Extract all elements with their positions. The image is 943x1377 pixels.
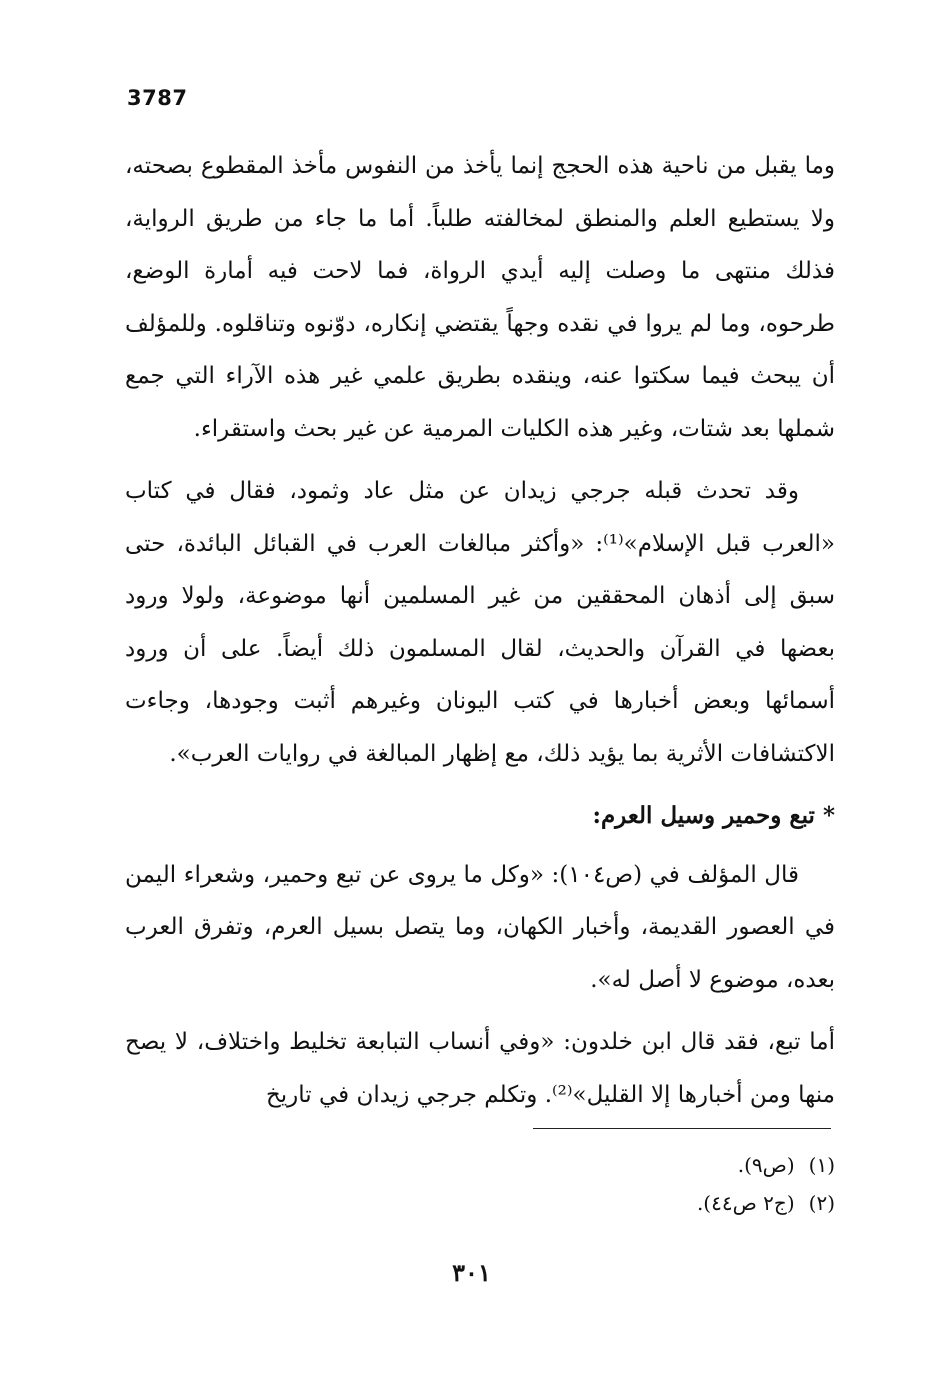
footnote-2 (125, 1184, 835, 1222)
page-number: ٣٠١ (452, 1258, 491, 1287)
main-text (125, 140, 835, 1131)
footnote-1-mark: (١) (808, 1153, 835, 1177)
paragraph-1: وما يقبل من ناحية هذه الحجج إنما يأخذ من النفوس مأخذ المقطوع بصحته، ولا يستطيع العلم والمنطق لمخالفته طلباً. أما ما جاء من طريق الرواية، فذلك منتهى ما وصلت إليه أيدي الرواة، فما لاحت فيه أمارة الوضع، طرحوه، وما لم يروا في نقده وجهاً يقتضي إنكاره، دوّنوه وتناقلوه. وللمؤلف أن يبحث فيما سكتوا عنه، وينقده بطريق علمي غير هذه الآراء التي جمع شملها بعد شتات، وغير هذه الكليات المرمية عن غير بحث واستقراء. (125, 153, 835, 442)
paragraph-3: قال المؤلف في (ص١٠٤): «وكل ما يروى عن تبع وحمير، وشعراء اليمن في العصور القديمة، وأخبار الكهان، وما يتصل بسيل العرم، وتفرق العرب بعده، موضوع لا أصل له». (125, 861, 835, 993)
paragraph-2: وقد تحدث قبله جرجي زيدان عن مثل عاد وثمود، فقال في كتاب «العرب قبل الإسلام»⁽¹⁾: «وأكثر مبالغات العرب في القبائل البائدة، حتى سبق إلى أذهان المحققين من غير المسلمين أنها موضوعة، ولولا ورود بعضها في القرآن والحديث، لقال المسلمون ذلك أيضاً. على أن ورود أسمائها وبعض أخبارها في كتب اليونان وغيرهم أثبت وجودها، وجاءت الاكتشافات الأثرية بما يؤيد ذلك، مع إظهار المبالغة في روايات العرب». (125, 478, 835, 767)
footnote-2-text: (ج٢ ص٤٤). (696, 1191, 795, 1215)
footnote-2-mark: (٢) (808, 1191, 835, 1215)
section-heading-text: تبع وحمير وسيل العرم: (592, 802, 815, 829)
paragraph-4: أما تبع، فقد قال ابن خلدون: «وفي أنساب التبابعة تخليط واختلاف، لا يصح منها ومن أخبارها إلا القليل»⁽²⁾. وتكلم جرجي زيدان في تاريخ (125, 1029, 835, 1108)
footnotes (125, 1146, 835, 1222)
footnote-1-text: (ص٩). (737, 1153, 795, 1177)
footnote-divider (533, 1128, 831, 1129)
footnote-1 (125, 1146, 835, 1184)
section-heading (125, 790, 835, 843)
page-id-number: 3787 (127, 86, 188, 110)
star-icon: * (822, 802, 835, 829)
